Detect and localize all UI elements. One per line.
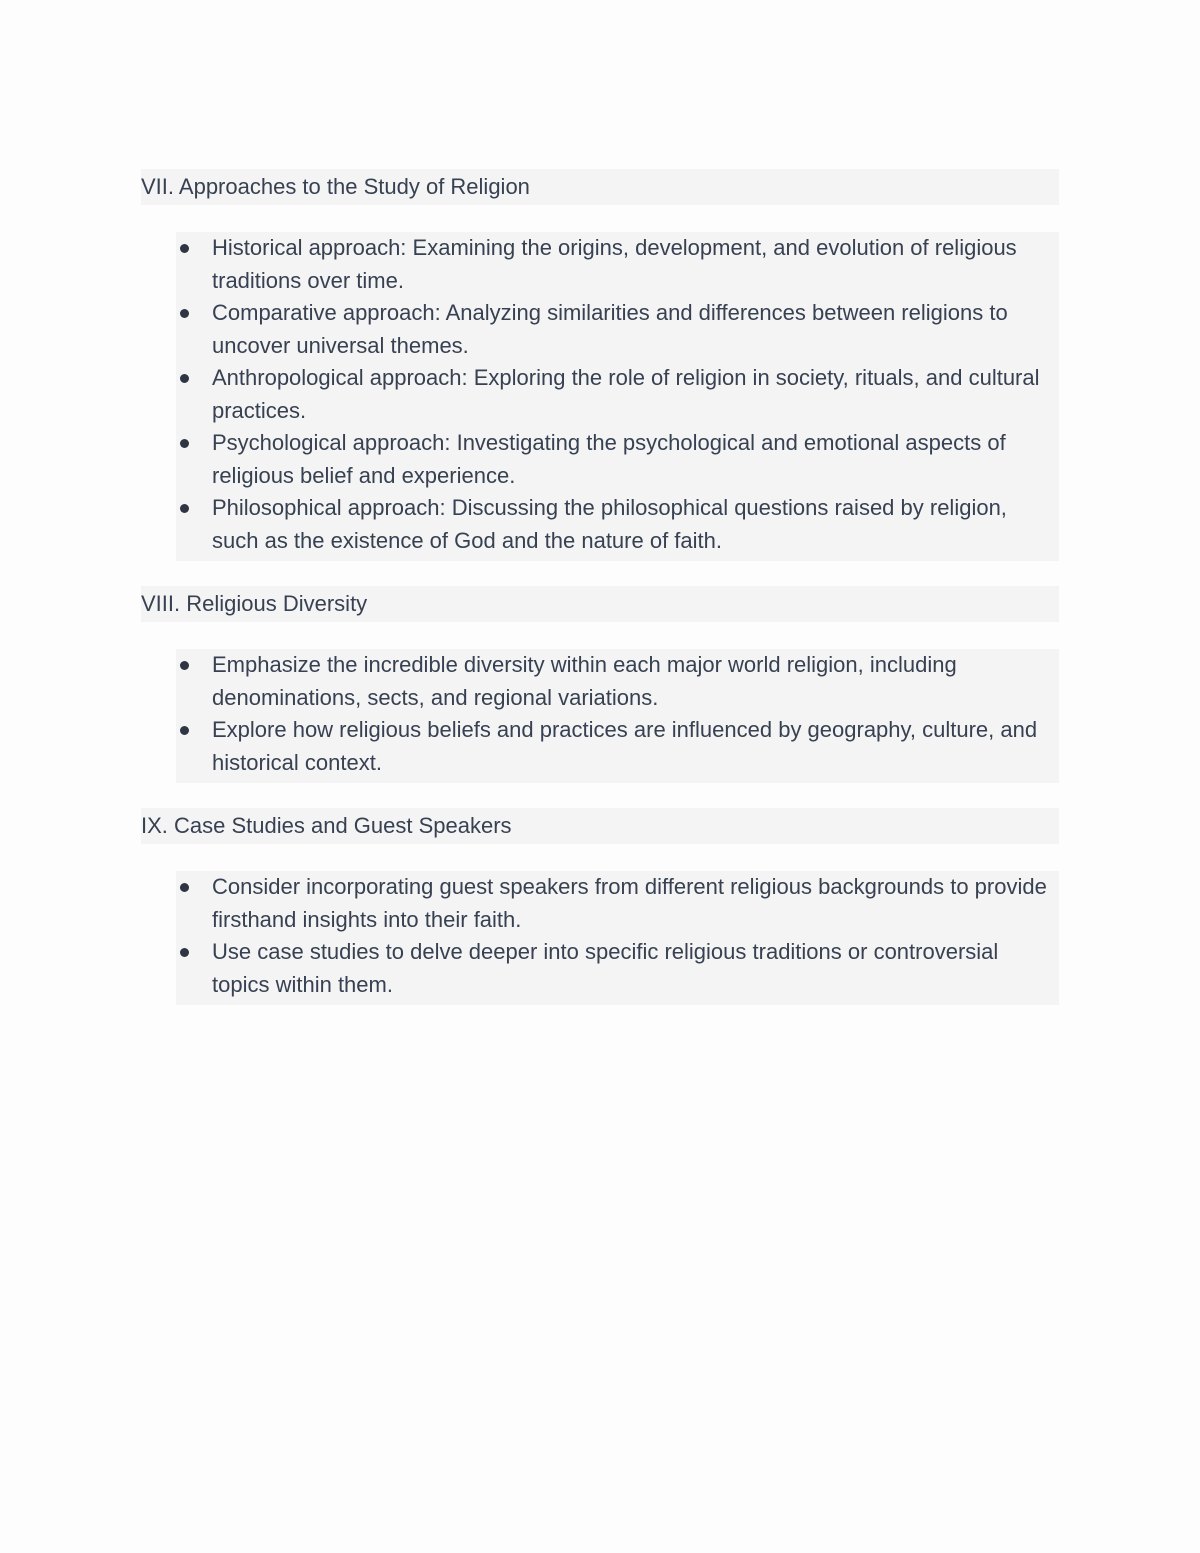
list-item-text: Consider incorporating guest speakers from different religious backgrounds to provide firsthand insights into their faith. [212,874,1047,932]
section-case-studies [141,808,1059,1005]
list-item-text: Comparative approach: Analyzing similarities and differences between religions to uncover universal themes. [212,300,1008,358]
list-item [176,871,1059,936]
bullet-icon [180,309,189,318]
bullet-icon [180,504,189,513]
list-item [176,714,1059,779]
bullet-icon [180,439,189,448]
list-item-text: Psychological approach: Investigating the psychological and emotional aspects of religious belief and experience. [212,430,1006,488]
list-item-text: Emphasize the incredible diversity within each major world religion, including denominations, sects, and regional variations. [212,652,957,710]
list-item [176,936,1059,1001]
bullet-icon [180,374,189,383]
block-padding [176,779,1059,783]
bullet-icon [180,948,189,957]
bullet-icon [180,244,189,253]
list-item-text: Anthropological approach: Exploring the role of religion in society, rituals, and cultural practices. [212,365,1040,423]
list-item [176,297,1059,362]
list-item [176,427,1059,492]
section-diversity [141,586,1059,783]
bullet-list [176,871,1059,1005]
section-heading: VII. Approaches to the Study of Religion [141,169,1059,205]
bullet-list [176,232,1059,561]
bullet-icon [180,726,189,735]
document-page [141,169,1059,1030]
list-item-text: Use case studies to delve deeper into specific religious traditions or controversial topics within them. [212,939,999,997]
bullet-icon [180,661,189,670]
list-item-text: Explore how religious beliefs and practices are influenced by geography, culture, and historical context. [212,717,1038,775]
bullet-icon [180,883,189,892]
list-item-text: Philosophical approach: Discussing the philosophical questions raised by religion, such as the existence of God and the nature of faith. [212,495,1007,553]
list-item [176,492,1059,557]
block-padding [176,557,1059,561]
section-heading: IX. Case Studies and Guest Speakers [141,808,1059,844]
block-padding [176,1001,1059,1005]
section-heading: VIII. Religious Diversity [141,586,1059,622]
list-item-text: Historical approach: Examining the origins, development, and evolution of religious traditions over time. [212,235,1017,293]
list-item [176,232,1059,297]
list-item [176,362,1059,427]
section-approaches [141,169,1059,561]
list-item [176,649,1059,714]
bullet-list [176,649,1059,783]
